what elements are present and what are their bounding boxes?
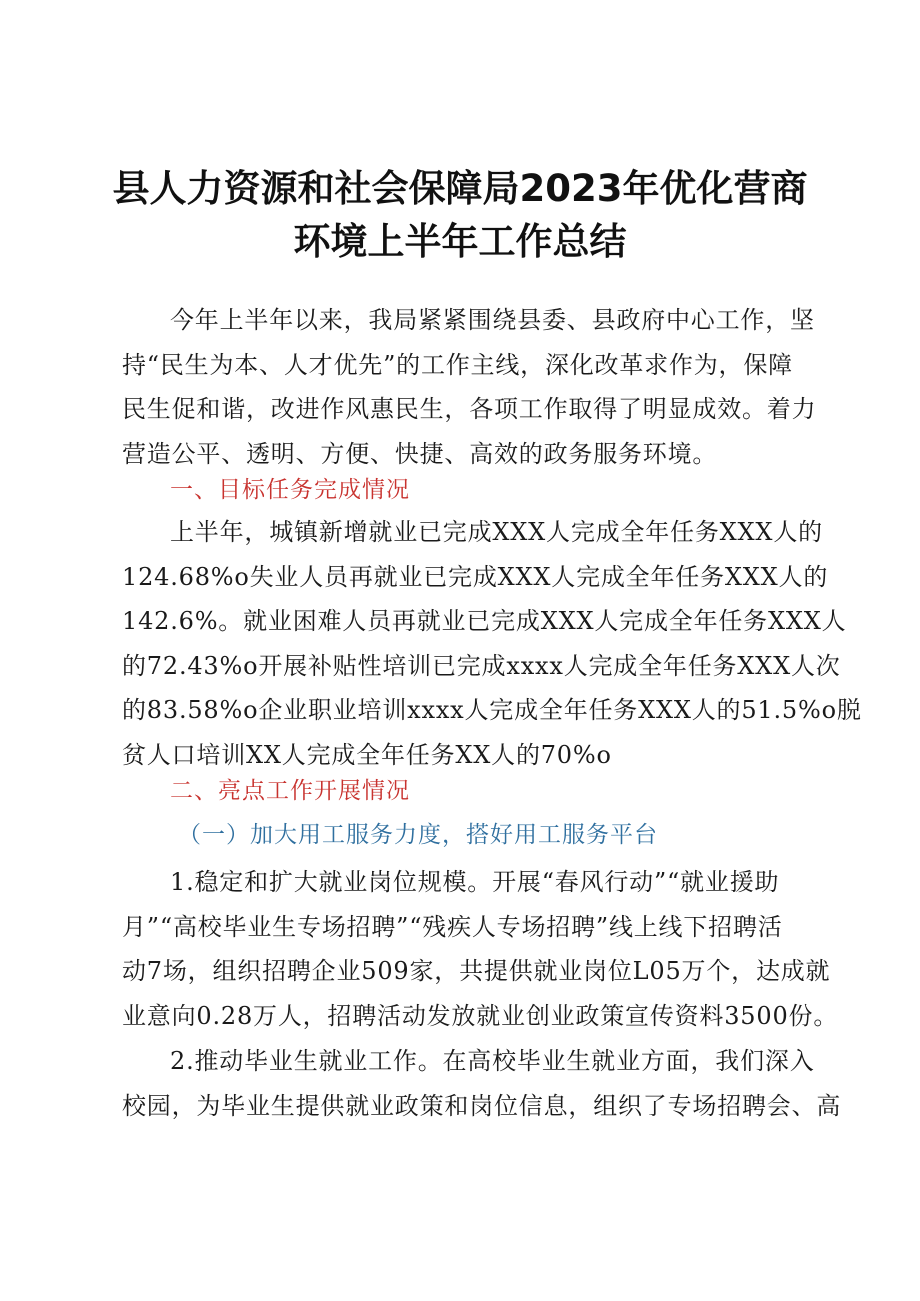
item-1-paragraph [122, 860, 839, 1038]
section-1-heading: 一、目标任务完成情况 [170, 477, 410, 503]
item-1-line: 业意向0.28万人，招聘活动发放就业创业政策宣传资料3500份。 [122, 1001, 839, 1030]
intro-line: 今年上半年以来，我局紧紧围绕县委、县政府中心工作，坚 [170, 306, 815, 334]
document-title-line-1: 县人力资源和社会保障局2023年优化营商 [112, 167, 808, 210]
item-1-line: 动7场，组织招聘企业509家，共提供就业岗位L05万个，达成就 [122, 957, 831, 985]
item-2-line: 校园，为毕业生提供就业政策和岗位信息，组织了专场招聘会、高 [122, 1091, 842, 1120]
intro-paragraph [122, 298, 817, 476]
section-2-heading: 二、亮点工作开展情况 [170, 778, 410, 804]
item-2-paragraph [122, 1039, 842, 1128]
section-1-line: 的72.43%o开展补贴性培训已完成xxxx人完成全年任务XXX人次 [122, 651, 841, 680]
intro-line: 持“民生为本、人才优先”的工作主线，深化改革求作为，保障 [122, 350, 793, 379]
intro-line: 民生促和谐，改进作风惠民生，各项工作取得了明显成效。着力 [122, 395, 817, 423]
section-1-line: 的83.58%o企业职业培训xxxx人完成全年任务XXX人的51.5%o脱 [122, 696, 862, 724]
intro-line: 营造公平、透明、方便、快捷、高效的政务服务环境。 [122, 439, 718, 468]
section-1-line: 142.6%。就业困难人员再就业已完成XXX人完成全年任务XXX人 [122, 607, 847, 635]
section-1-paragraph [122, 510, 862, 777]
item-2-line: 2.推动毕业生就业工作。在高校毕业生就业方面，我们深入 [170, 1047, 815, 1075]
section-1-line: 上半年，城镇新增就业已完成XXX人完成全年任务XXX人的 [170, 518, 823, 546]
section-1-line: 贫人口培训XX人完成全年任务XX人的70%o [122, 740, 612, 769]
item-1-line: 月”“高校毕业生专场招聘”“残疾人专场招聘”线上线下招聘活 [122, 912, 783, 941]
subsection-1-heading: （一）加大用工服务力度，搭好用工服务平台 [178, 822, 658, 848]
item-1-line: 1.稳定和扩大就业岗位规模。开展“春风行动”“就业援助 [170, 868, 780, 896]
section-1-line: 124.68%o失业人员再就业已完成XXX人完成全年任务XXX人的 [122, 562, 829, 591]
document-title-line-2: 环境上半年工作总结 [293, 220, 627, 263]
